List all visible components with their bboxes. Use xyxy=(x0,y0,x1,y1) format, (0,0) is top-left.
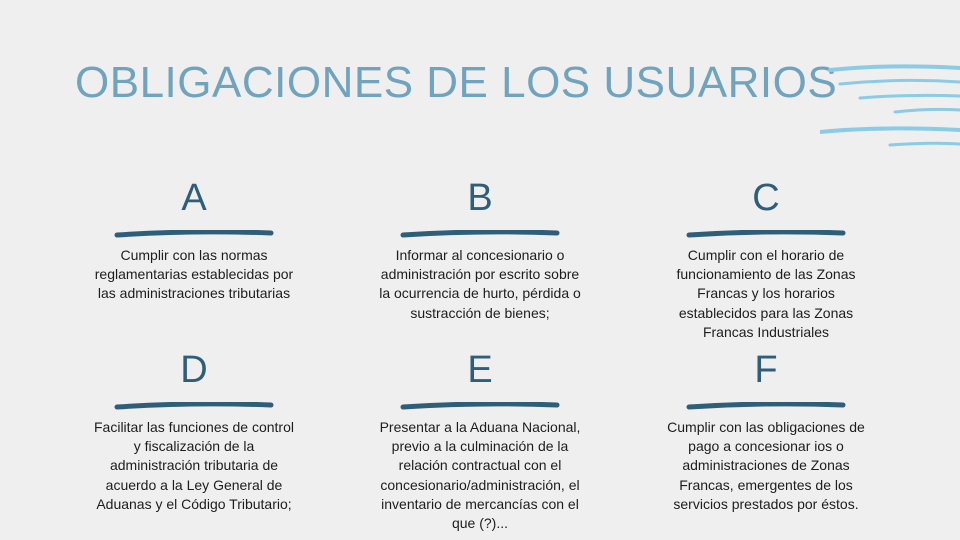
obligation-text: Informar al concesionario o administración por escrito sobre la ocurrencia de hurto, pérdida o sustracción de bienes; xyxy=(379,247,581,321)
obligation-b xyxy=(370,176,590,323)
obligation-text: Facilitar las funciones de control y fiscalización de la administración tributaria de acuerdo a la Ley General de Aduanas y el Código Tributario; xyxy=(94,419,294,512)
brush-underline xyxy=(686,402,846,410)
brush-underline xyxy=(114,402,274,410)
obligation-e xyxy=(370,348,590,540)
obligation-letter: B xyxy=(467,177,493,219)
obligation-c xyxy=(656,176,876,342)
brush-underline xyxy=(114,230,274,238)
obligation-letter: F xyxy=(754,349,778,391)
obligation-text: Presentar a la Aduana Nacional, previo a la culminación de la relación contractual con el concesionario/administración, el inventario de mercancías con el que (?)... xyxy=(379,419,581,532)
obligation-text: Cumplir con las obligaciones de pago a concesionar ios o administraciones de Zonas Francas, emergentes de los servicios prestados por éstos. xyxy=(667,419,865,512)
obligation-a xyxy=(84,176,304,304)
obligation-letter: D xyxy=(180,349,208,391)
slide-title: OBLIGACIONES DE LOS USUARIOS xyxy=(75,58,838,107)
brush-underline xyxy=(686,230,846,238)
obligation-letter: A xyxy=(181,177,207,219)
obligation-d xyxy=(84,348,304,514)
obligation-letter: C xyxy=(752,177,780,219)
obligation-f xyxy=(656,348,876,514)
decorative-brush-strokes xyxy=(820,60,960,155)
brush-underline xyxy=(400,230,560,238)
obligation-text: Cumplir con las normas reglamentarias establecidas por las administraciones tributarias xyxy=(94,247,294,302)
obligation-text: Cumplir con el horario de funcionamiento de las Zonas Francas y los horarios establecidos para las Zonas Francas Industriales xyxy=(676,247,856,340)
brush-underline xyxy=(400,402,560,410)
obligation-letter: E xyxy=(467,349,493,391)
